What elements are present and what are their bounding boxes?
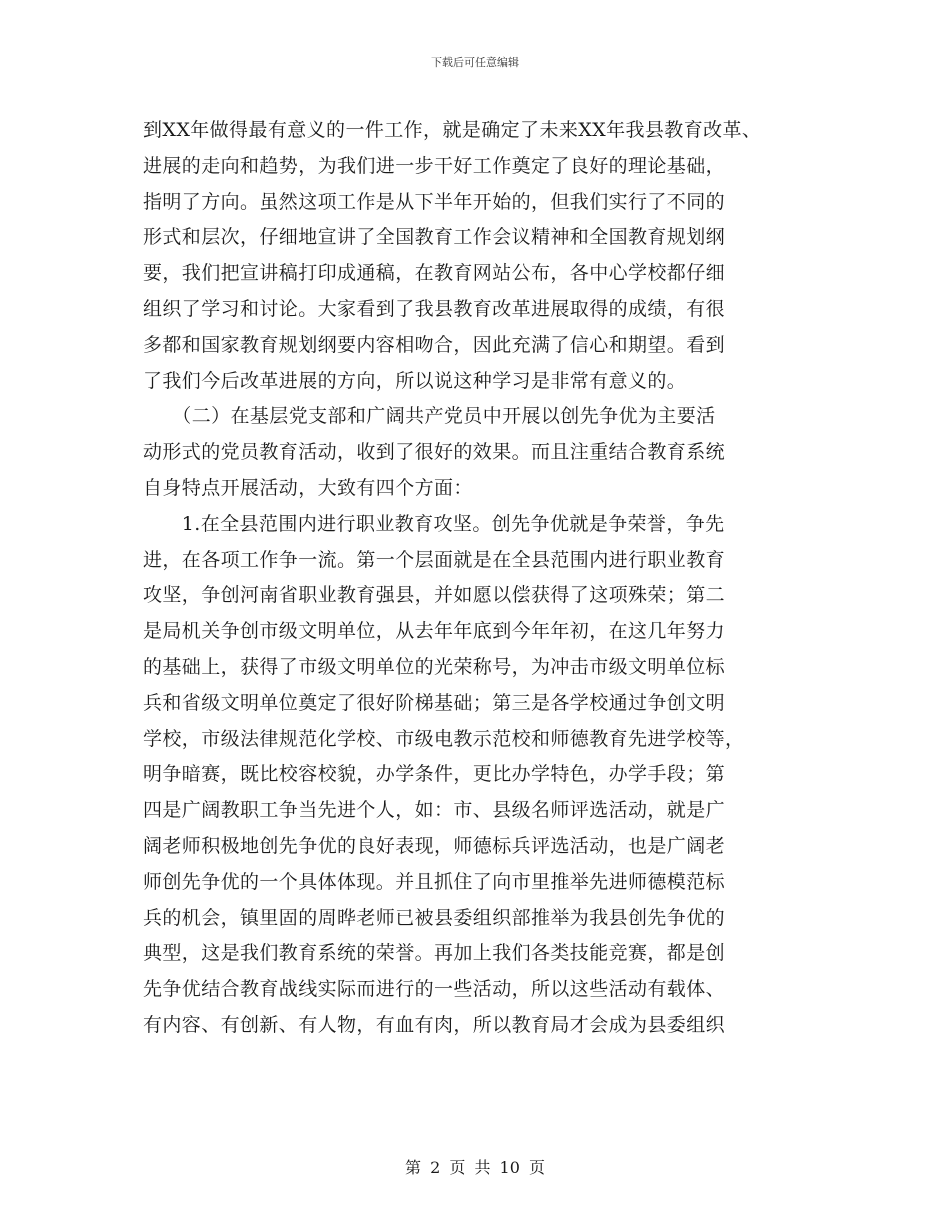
page-header: 下载后可任意编辑 (431, 56, 519, 69)
text-line: 明争暗赛，既比校容校貌，办学条件，更比办学特色，办学手段；第 (143, 763, 726, 786)
text-line: 典型，这是我们教育系统的荣誉。再加上我们各类技能竞赛，都是创 (143, 942, 726, 965)
text-line: 了我们今后改革进展的方向，所以说这种学习是非常有意义的。 (143, 369, 687, 392)
text-line: 进，在各项工作争一流。第一个层面就是在全县范围内进行职业教育 (143, 548, 726, 571)
text-line: 有内容、有创新、有人物，有血有肉，所以教育局才会成为县委组织 (143, 1013, 726, 1036)
text-line: 动形式的党员教育活动，收到了很好的效果。而且注重结合教育系统 (143, 441, 726, 464)
text-line: 要，我们把宣讲稿打印成通稿，在教育网站公布，各中心学校都仔细 (143, 262, 726, 285)
text-line: 是局机关争创市级文明单位，从去年年底到今年年初，在这几年努力 (143, 620, 726, 643)
text-line: 到XX年做得最有意义的一件工作，就是确定了未来XX年我县教育改革、 (143, 119, 762, 141)
text-line: 先争优结合教育战线实际而进行的一些活动，所以这些活动有载体、 (143, 978, 726, 1001)
text-line: 阔老师积极地创先争优的良好表现，师德标兵评选活动，也是广阔老 (143, 834, 726, 857)
text-line: 1.在全县范围内进行职业教育攻坚。创先争优就是争荣誉，争先 (143, 512, 725, 535)
text-line: 的基础上，获得了市级文明单位的光荣称号，为冲击市级文明单位标 (143, 655, 726, 678)
text-line: 兵的机会，镇里固的周晔老师已被县委组织部推举为我县创先争优的 (143, 906, 726, 929)
page-footer: 第 2 页 共 10 页 (405, 1158, 545, 1177)
text-line: 进展的走向和趋势，为我们进一步干好工作奠定了良好的理论基础， (143, 154, 726, 177)
text-line: 攻坚，争创河南省职业教育强县，并如愿以偿获得了这项殊荣；第二 (143, 584, 726, 607)
text-line: 师创先争优的一个具体体现。并且抓住了向市里推举先进师德模范标 (143, 870, 726, 893)
document-body (143, 113, 823, 1044)
text-line: 学校，市级法律规范化学校、市级电教示范校和师德教育先进学校等， (143, 727, 745, 750)
text-line: （二）在基层党支部和广阔共产党员中开展以创先争优为主要活 (143, 405, 716, 428)
text-line: 指明了方向。虽然这项工作是从下半年开始的，但我们实行了不同的 (143, 190, 726, 213)
text-line: 自身特点开展活动，大致有四个方面： (143, 476, 473, 499)
text-line: 组织了学习和讨论。大家看到了我县教育改革进展取得的成绩，有很 (143, 297, 726, 320)
text-line: 兵和省级文明单位奠定了很好阶梯基础；第三是各学校通过争创文明 (143, 691, 726, 714)
text-line: 形式和层次，仔细地宣讲了全国教育工作会议精神和全国教育规划纲 (143, 226, 726, 249)
text-line: 四是广阔教职工争当先进个人，如：市、县级名师评选活动，就是广 (143, 799, 726, 822)
text-line: 多都和国家教育规划纲要内容相吻合，因此充满了信心和期望。看到 (143, 333, 726, 356)
